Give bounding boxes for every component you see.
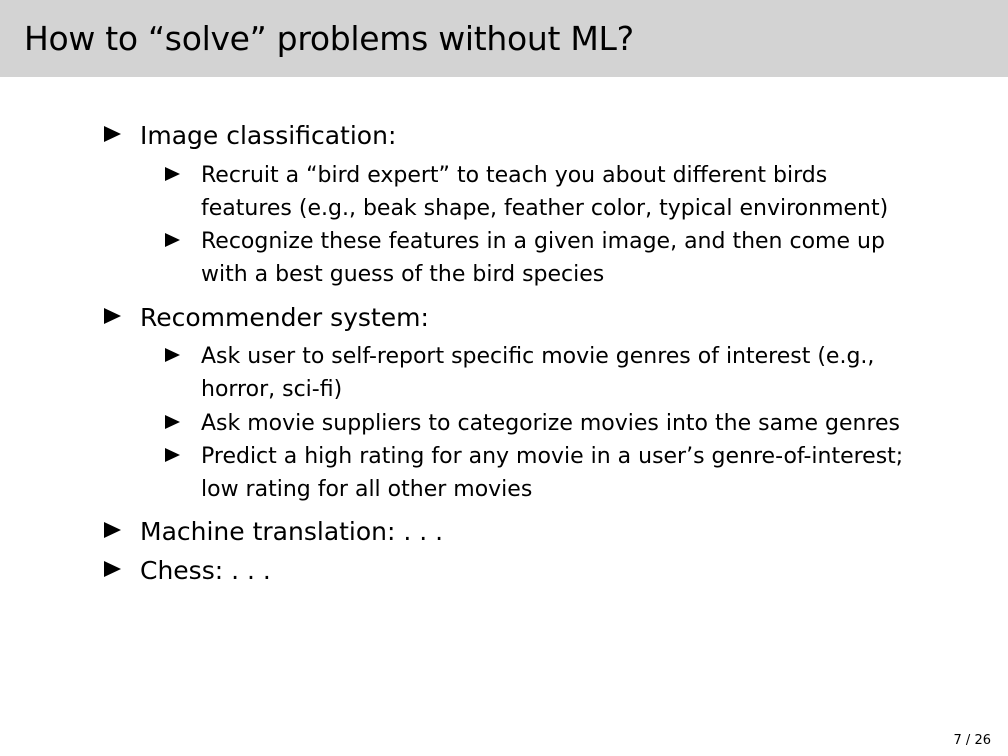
sub-bullet-triangle-icon	[165, 448, 180, 462]
bullet-image-classification: Image classification:	[140, 121, 397, 150]
page-number: 7 / 26	[953, 733, 991, 748]
bullet-triangle-icon	[104, 126, 121, 142]
bullet-triangle-icon	[104, 561, 121, 577]
sub-bullet-line: Recognize these features in a given image, and then come up	[201, 229, 885, 254]
sub-bullet-line: Ask user to self-report specific movie genres of interest (e.g.,	[201, 344, 875, 369]
sub-bullet-line: Recruit a “bird expert” to teach you about different birds	[201, 163, 828, 188]
title-bar	[0, 0, 1008, 77]
sub-bullet-line: with a best guess of the bird species	[201, 262, 605, 287]
sub-bullet-line: features (e.g., beak shape, feather color, typical environment)	[201, 196, 889, 221]
slide-title: How to “solve” problems without ML?	[24, 19, 634, 58]
sub-bullet-triangle-icon	[165, 348, 180, 362]
bullet-recommender-system: Recommender system:	[140, 303, 429, 332]
bullet-triangle-icon	[104, 308, 121, 324]
sub-bullet-line: horror, sci-fi)	[201, 377, 343, 402]
sub-bullet-triangle-icon	[165, 233, 180, 247]
sub-bullet-line: low rating for all other movies	[201, 477, 533, 502]
sub-bullet-line: Predict a high rating for any movie in a user’s genre-of-interest;	[201, 444, 904, 469]
sub-bullet-triangle-icon	[165, 415, 180, 429]
bullet-machine-translation: Machine translation: . . .	[140, 517, 444, 546]
sub-bullet-triangle-icon	[165, 167, 180, 181]
bullet-triangle-icon	[104, 522, 121, 538]
bullet-chess: Chess: . . .	[140, 556, 271, 585]
sub-bullet-line: Ask movie suppliers to categorize movies into the same genres	[201, 411, 901, 436]
